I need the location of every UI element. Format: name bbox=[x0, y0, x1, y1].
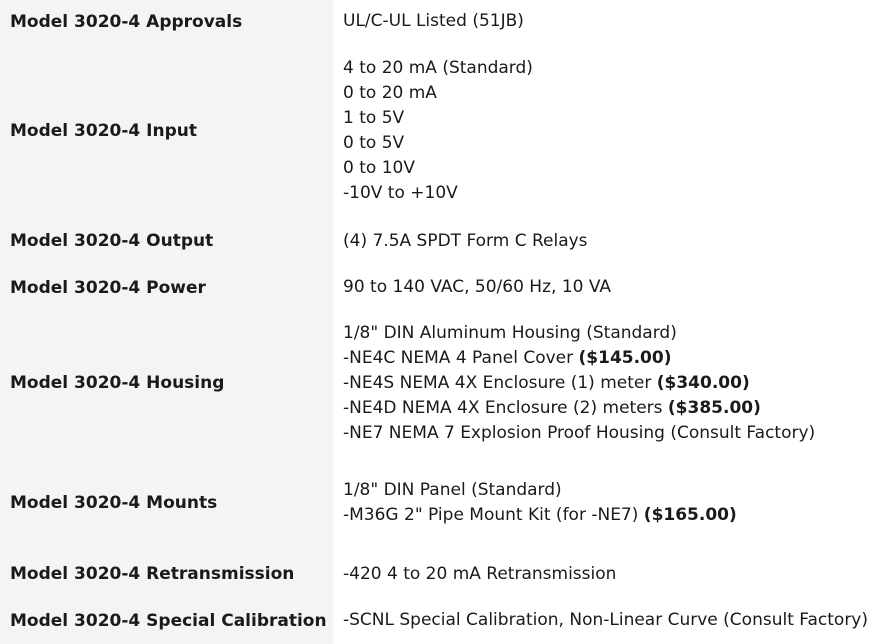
spec-row-approvals bbox=[0, 0, 880, 43]
value-text: -420 4 to 20 mA Retransmission bbox=[343, 563, 617, 584]
value-line bbox=[343, 181, 880, 206]
price-text: ($165.00) bbox=[643, 505, 737, 525]
row-value bbox=[333, 0, 880, 43]
value-line bbox=[343, 478, 880, 503]
value-line bbox=[343, 131, 880, 156]
row-label: Model 3020-4 Mounts bbox=[0, 455, 333, 551]
value-line bbox=[343, 371, 880, 396]
value-text: -NE4C NEMA 4 Panel Cover bbox=[343, 347, 579, 368]
value-line bbox=[343, 608, 880, 633]
row-value bbox=[333, 43, 880, 218]
value-text: 4 to 20 mA (Standard) bbox=[343, 57, 533, 78]
row-value bbox=[333, 264, 880, 311]
row-label: Model 3020-4 Retransmission bbox=[0, 551, 333, 597]
row-label: Model 3020-4 Special Calibration bbox=[0, 597, 333, 644]
row-value bbox=[333, 597, 880, 644]
price-text: ($340.00) bbox=[656, 372, 750, 393]
price-text: ($385.00) bbox=[667, 397, 761, 418]
value-text: 90 to 140 VAC, 50/60 Hz, 10 VA bbox=[343, 277, 612, 297]
value-line bbox=[343, 81, 880, 106]
value-text: 0 to 5V bbox=[343, 132, 405, 153]
value-text: 0 to 20 mA bbox=[343, 82, 437, 103]
row-label: Model 3020-4 Power bbox=[0, 264, 333, 311]
value-line bbox=[343, 396, 880, 421]
spec-row-mounts bbox=[0, 455, 880, 551]
row-value bbox=[333, 311, 880, 455]
value-text: -M36G 2" Pipe Mount Kit (for -NE7) bbox=[343, 505, 644, 525]
spec-row-retransmission bbox=[0, 551, 880, 597]
value-line bbox=[343, 56, 880, 81]
value-text: -10V to +10V bbox=[343, 182, 458, 203]
row-label: Model 3020-4 Input bbox=[0, 43, 333, 218]
value-line bbox=[343, 421, 880, 446]
value-text: 1/8" DIN Aluminum Housing (Standard) bbox=[343, 322, 677, 343]
row-value bbox=[333, 551, 880, 597]
price-text: ($145.00) bbox=[578, 347, 672, 368]
value-line bbox=[343, 229, 880, 254]
value-line bbox=[343, 346, 880, 371]
value-line bbox=[343, 503, 880, 528]
spec-row-input bbox=[0, 43, 880, 218]
spec-row-housing bbox=[0, 311, 880, 455]
value-text: -NE4S NEMA 4X Enclosure (1) meter bbox=[343, 372, 657, 393]
value-text: (4) 7.5A SPDT Form C Relays bbox=[343, 230, 588, 251]
row-value bbox=[333, 455, 880, 551]
value-text: -SCNL Special Calibration, Non-Linear Curve (Consult Factory) bbox=[343, 610, 868, 630]
row-label: Model 3020-4 Output bbox=[0, 218, 333, 264]
value-text: UL/C-UL Listed (51JB) bbox=[343, 11, 524, 31]
value-text: 1 to 5V bbox=[343, 107, 405, 128]
value-line bbox=[343, 562, 880, 587]
value-text: -NE4D NEMA 4X Enclosure (2) meters bbox=[343, 397, 668, 418]
spec-row-output bbox=[0, 218, 880, 264]
spec-row-power bbox=[0, 264, 880, 311]
value-text: 0 to 10V bbox=[343, 157, 415, 178]
value-line bbox=[343, 321, 880, 346]
row-label: Model 3020-4 Approvals bbox=[0, 0, 333, 43]
row-label: Model 3020-4 Housing bbox=[0, 311, 333, 455]
row-value bbox=[333, 218, 880, 264]
value-line bbox=[343, 275, 880, 300]
value-line bbox=[343, 106, 880, 131]
value-line bbox=[343, 9, 880, 34]
value-text: 1/8" DIN Panel (Standard) bbox=[343, 480, 562, 500]
value-text: -NE7 NEMA 7 Explosion Proof Housing (Consult Factory) bbox=[343, 422, 816, 443]
value-line bbox=[343, 156, 880, 181]
spec-row-special-calibration bbox=[0, 597, 880, 644]
